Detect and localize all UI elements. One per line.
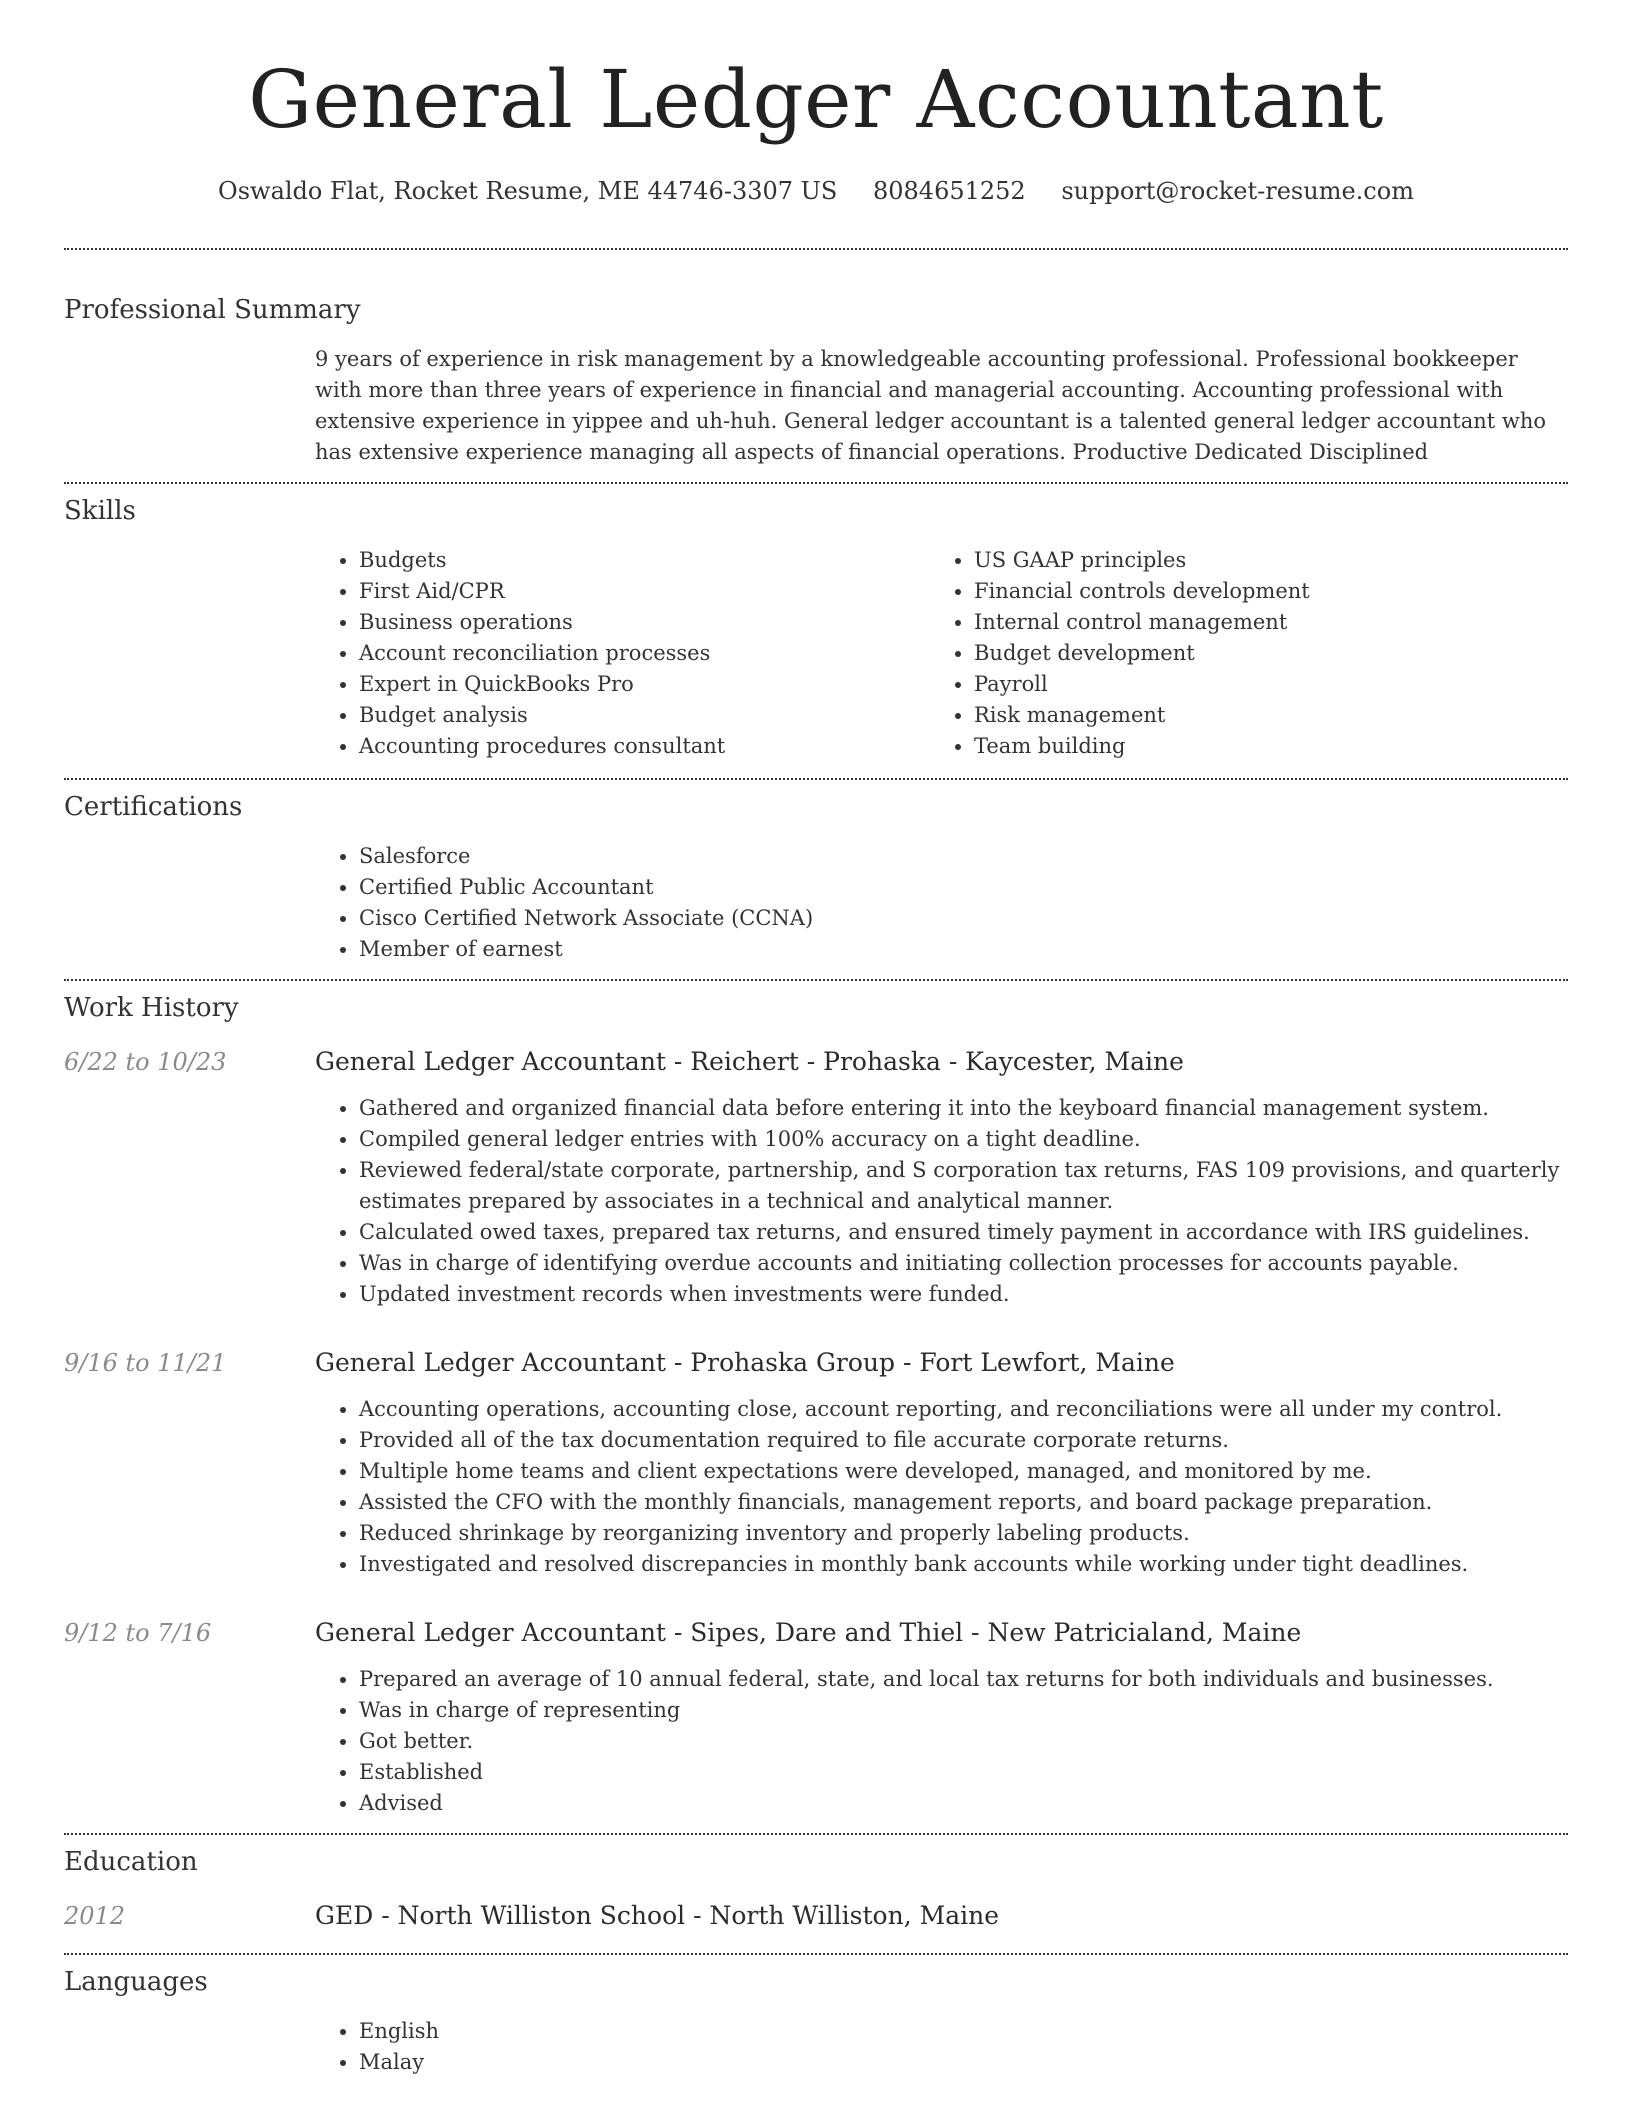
job-bullet: • Advised xyxy=(359,1788,1568,1819)
section-title-skills: Skills xyxy=(64,496,136,526)
section-divider xyxy=(64,248,1568,250)
contact-email: support@rocket-resume.com xyxy=(1061,177,1414,205)
languages-list xyxy=(315,2016,1568,2078)
section-title-work-history: Work History xyxy=(64,993,239,1023)
certifications-list xyxy=(315,841,1568,965)
job-bullet: • Compiled general ledger entries with 100% accuracy on a tight deadline. xyxy=(359,1124,1568,1155)
certification-item: • Member of earnest xyxy=(359,934,1568,965)
section-title-languages: Languages xyxy=(64,1967,208,1997)
job-header xyxy=(64,1045,1568,1079)
section-divider xyxy=(64,979,1568,981)
contact-line xyxy=(64,174,1568,208)
language-item: • Malay xyxy=(359,2047,1568,2078)
job-title: General Ledger Accountant - Reichert - Prohaska - Kaycester, Maine xyxy=(315,1047,1184,1076)
job-dates: 9/12 to 7/16 xyxy=(64,1619,212,1647)
section-divider xyxy=(64,1833,1568,1835)
job-bullet: • Was in charge of identifying overdue accounts and initiating collection processes for accounts payable. xyxy=(359,1248,1568,1279)
job-header xyxy=(64,1616,1568,1650)
contact-phone: 8084651252 xyxy=(872,177,1026,205)
skills-list xyxy=(315,545,1568,762)
job-bullets xyxy=(315,1093,1568,1310)
job-entry xyxy=(64,1346,1568,1580)
skill-item: • Budget development xyxy=(974,638,1545,669)
job-bullet: • Was in charge of representing xyxy=(359,1695,1568,1726)
skill-item: • First Aid/CPR xyxy=(359,576,930,607)
job-bullet: • Updated investment records when investments were funded. xyxy=(359,1279,1568,1310)
job-entry xyxy=(64,1045,1568,1310)
job-bullet: • Established xyxy=(359,1757,1568,1788)
job-bullets xyxy=(315,1664,1568,1819)
job-entry xyxy=(64,1616,1568,1819)
job-bullet: • Investigated and resolved discrepancies in monthly bank accounts while working under tight deadlines. xyxy=(359,1549,1568,1580)
skill-item: • Accounting procedures consultant xyxy=(359,731,930,762)
job-title: General Ledger Accountant - Prohaska Group - Fort Lewfort, Maine xyxy=(315,1348,1175,1377)
education-entry xyxy=(64,1899,1568,1933)
certification-item: • Cisco Certified Network Associate (CCNA) xyxy=(359,903,1568,934)
skill-item: • Risk management xyxy=(974,700,1545,731)
skill-item: • US GAAP principles xyxy=(974,545,1545,576)
section-divider xyxy=(64,482,1568,484)
skill-item: • Internal control management xyxy=(974,607,1545,638)
summary-text: 9 years of experience in risk management by a knowledgeable accounting professional. Professional bookkeeper with more than three years of experience in financial and managerial accounting. Accounting professional with extensive experience in yippee and uh-huh. General ledger accountant is a talented general ledger accountant who has extensive experience managing all aspects of financial operations. Productive Dedicated Disciplined xyxy=(315,347,1546,464)
job-bullets xyxy=(315,1394,1568,1580)
section-divider xyxy=(64,778,1568,780)
job-bullet: • Calculated owed taxes, prepared tax returns, and ensured timely payment in accordance with IRS guidelines. xyxy=(359,1217,1568,1248)
job-bullet: • Accounting operations, accounting close, account reporting, and reconciliations were all under my control. xyxy=(359,1394,1568,1425)
job-bullet: • Prepared an average of 10 annual federal, state, and local tax returns for both individuals and businesses. xyxy=(359,1664,1568,1695)
certification-item: • Certified Public Accountant xyxy=(359,872,1568,903)
education-title: GED - North Williston School - North Williston, Maine xyxy=(315,1901,999,1930)
section-divider xyxy=(64,1953,1568,1955)
skill-item: • Budget analysis xyxy=(359,700,930,731)
section-title-certifications: Certifications xyxy=(64,792,243,822)
skill-item: • Expert in QuickBooks Pro xyxy=(359,669,930,700)
job-bullet: • Gathered and organized financial data before entering it into the keyboard financial management system. xyxy=(359,1093,1568,1124)
skill-item: • Payroll xyxy=(974,669,1545,700)
education-date: 2012 xyxy=(64,1902,126,1930)
job-bullet: • Reviewed federal/state corporate, partnership, and S corporation tax returns, FAS 109 provisions, and quarterly estimates prepared by associates in a technical and analytical manner. xyxy=(359,1155,1568,1217)
job-bullet: • Got better. xyxy=(359,1726,1568,1757)
job-bullet: • Multiple home teams and client expectations were developed, managed, and monitored by me. xyxy=(359,1456,1568,1487)
certification-item: • Salesforce xyxy=(359,841,1568,872)
contact-address: Oswaldo Flat, Rocket Resume, ME 44746-3307 US xyxy=(218,177,838,205)
job-bullet: • Assisted the CFO with the monthly financials, management reports, and board package preparation. xyxy=(359,1487,1568,1518)
section-title-summary: Professional Summary xyxy=(64,295,361,325)
job-title: General Ledger Accountant - Sipes, Dare and Thiel - New Patricialand, Maine xyxy=(315,1618,1302,1647)
job-bullet: • Provided all of the tax documentation required to file accurate corporate returns. xyxy=(359,1425,1568,1456)
skills-column-right xyxy=(930,545,1545,762)
skill-item: • Business operations xyxy=(359,607,930,638)
language-item: • English xyxy=(359,2016,1568,2047)
skill-item: • Financial controls development xyxy=(974,576,1545,607)
skill-item: • Budgets xyxy=(359,545,930,576)
skill-item: • Account reconciliation processes xyxy=(359,638,930,669)
section-title-education: Education xyxy=(64,1847,198,1877)
job-bullet: • Reduced shrinkage by reorganizing inventory and properly labeling products. xyxy=(359,1518,1568,1549)
skill-item: • Team building xyxy=(974,731,1545,762)
job-header xyxy=(64,1346,1568,1380)
skills-column-left xyxy=(315,545,930,762)
job-dates: 6/22 to 10/23 xyxy=(64,1048,227,1076)
resume-name: General Ledger Accountant xyxy=(248,53,1384,146)
job-dates: 9/16 to 11/21 xyxy=(64,1349,227,1377)
